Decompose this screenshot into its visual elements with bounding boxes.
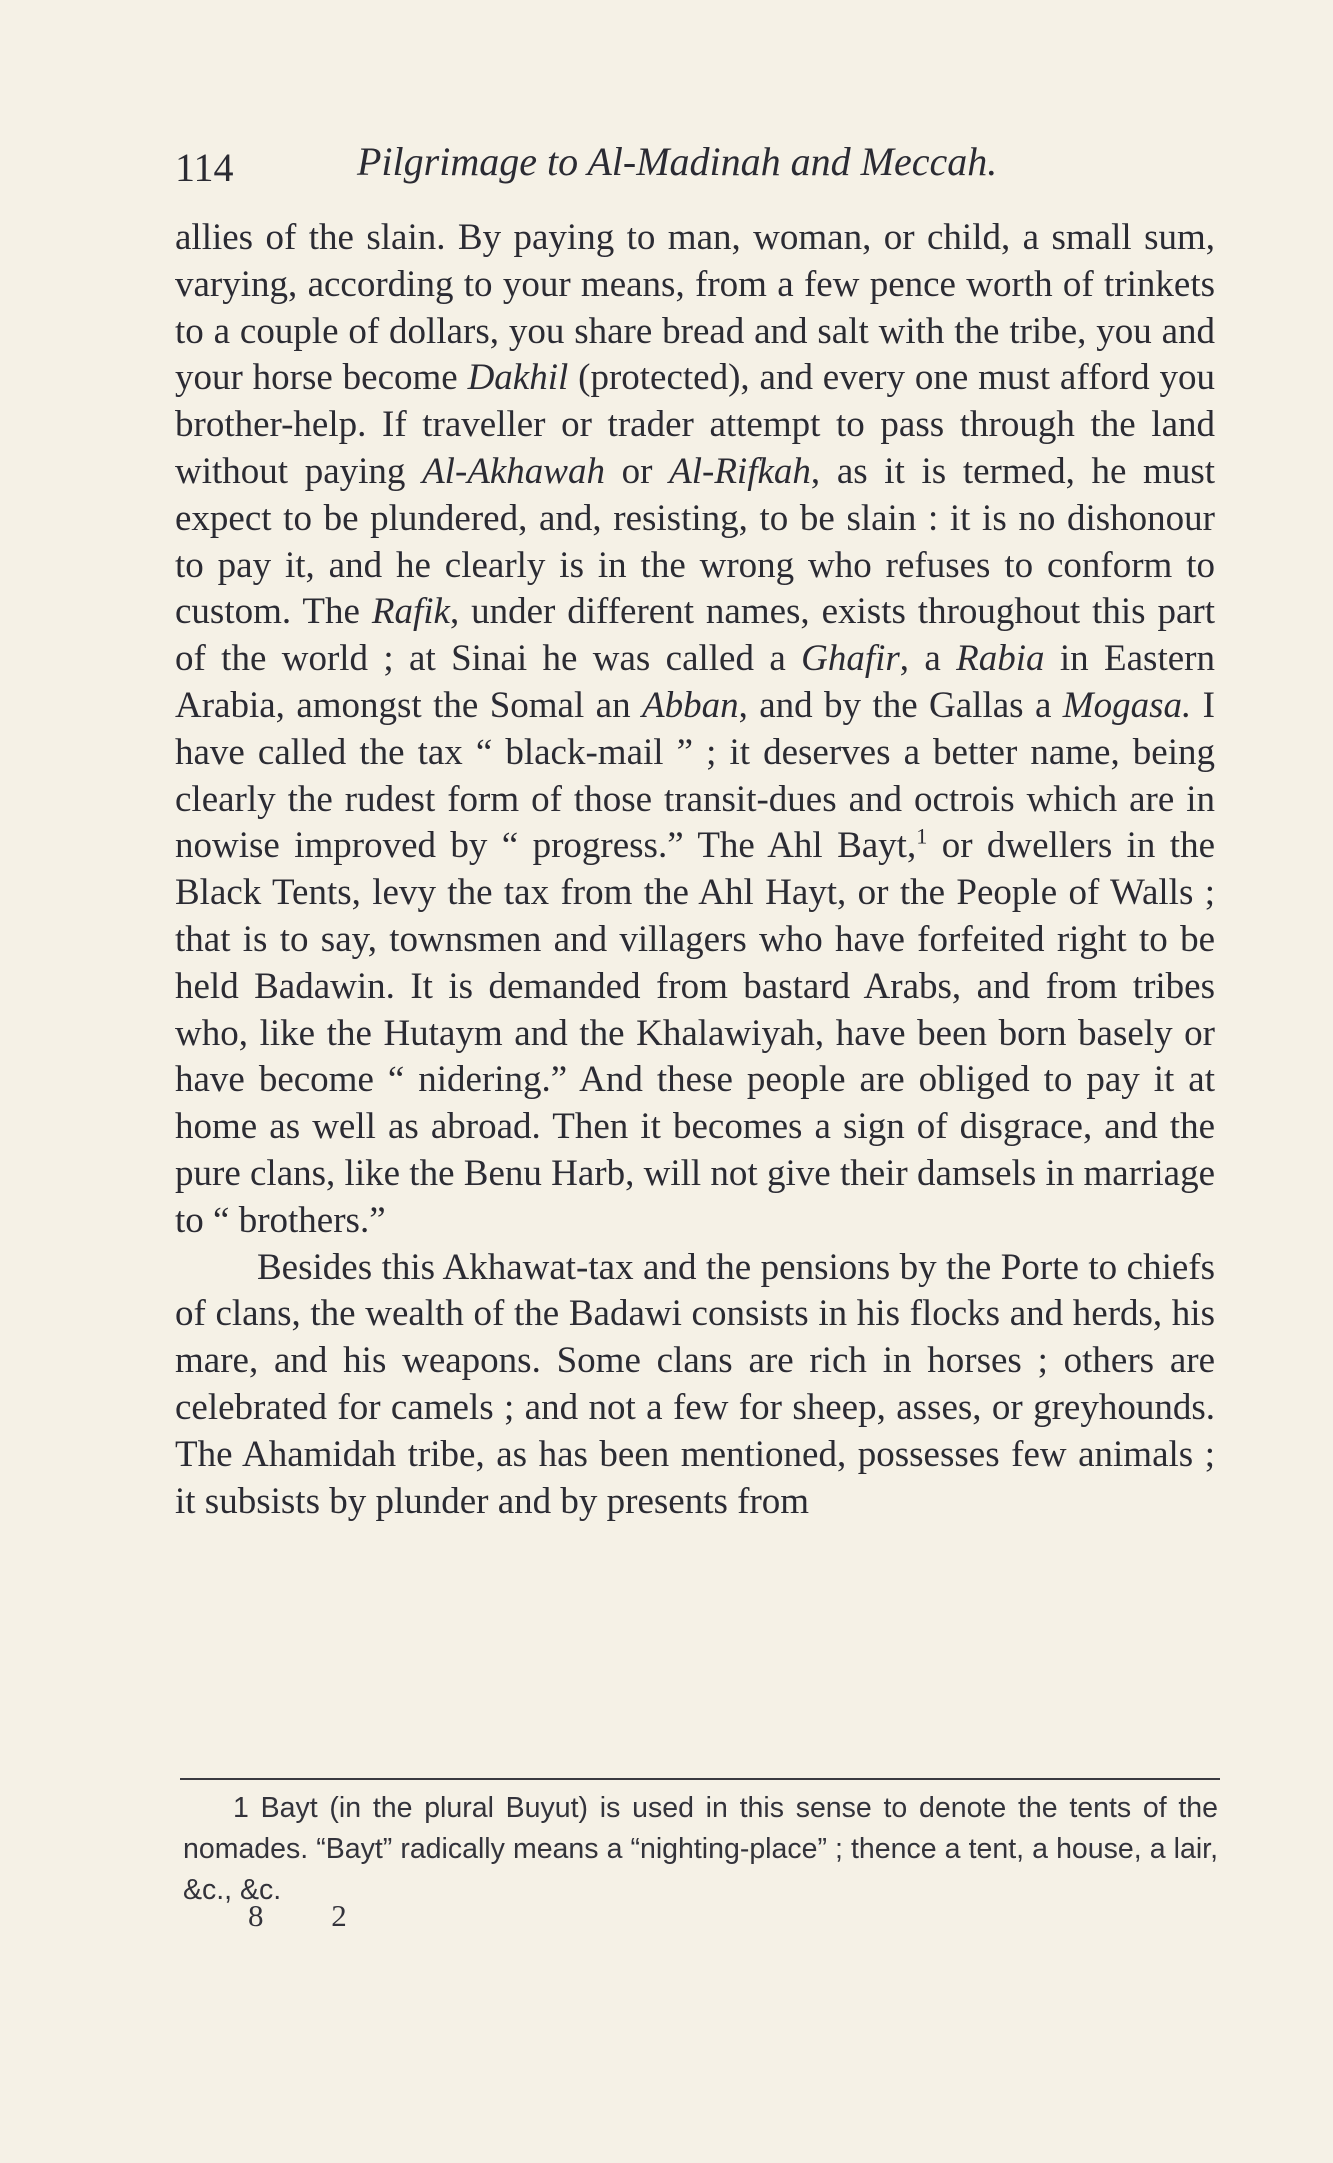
paragraph-text: Besides this Akhawat-tax and the pensions by the Porte to chiefs of clans, the wealth of the Badawi consists in his flocks and herds, his mare, and his weapons. Some clans are rich in horses ; others are celebrated for camels ; and not a few for sheep, asses, or greyhounds. The Ahamidah tribe, as has been mentioned, possesses few animals ; it subsists by plunder and by presents from <box>175 1246 1215 1522</box>
paragraph-text: , and by the Gallas a <box>738 684 1063 726</box>
printer-signature-mark: 8 2 <box>248 1898 347 1933</box>
page-header <box>175 138 1215 188</box>
page-number: 114 <box>175 145 234 190</box>
paragraph-text: or dwellers in the Black Tents, levy the tax from the Ahl Hayt, or the People of Walls ; that is to say, townsmen and villagers who have forfeited right to be held Badawin. It is demanded from bastard Arabs, and from tribes who, like the Hutaym and the Khalawiyah, have been born basely or have become “ nidering.” And these people are obliged to pay it at home as well as abroad. Then it becomes a sign of disgrace, and the pure clans, like the Benu Harb, will not give their damsels in marriage to “ brothers.” <box>175 825 1215 1241</box>
italic-term: Ghafir <box>801 638 900 680</box>
paragraph-text: , as it is termed, he must expect to be plundered, and, resisting, to be slain : it is no dishonour to pay it, and he clearly is in the wrong who refuses to conform to custom. The <box>175 450 1216 633</box>
paragraph-text: , a <box>899 638 957 680</box>
footnote-marker: 1 <box>233 1792 249 1824</box>
italic-term: Abban <box>641 684 739 726</box>
paragraph-text: , under different names, exists throughout this part of the world ; at Sinai he was called a <box>175 591 1215 680</box>
paragraph <box>175 215 1215 1245</box>
italic-term: Mogasa. <box>1062 684 1192 726</box>
italic-term: Al-Rifkah <box>669 450 811 492</box>
italic-term: Rafik <box>371 591 450 633</box>
footnote <box>183 1788 1218 1911</box>
running-title: Pilgrimage to Al-Madinah and Meccah. <box>357 139 998 184</box>
italic-term: Dakhil <box>467 357 569 399</box>
paragraph <box>175 1245 1215 1526</box>
body-text <box>175 215 1215 1525</box>
footnote-reference: 1 <box>916 824 928 850</box>
italic-term: Rabia <box>956 638 1045 680</box>
paragraph-text: (protected), and every one must afford you brother-help. If traveller or trader attempt to pass through the land without paying <box>175 357 1215 492</box>
paragraph-text: in Eastern Arabia, amongst the Somal an <box>175 638 1215 726</box>
footnote-text: Bayt (in the plural Buyut) is used in this sense to denote the tents of the nomades. “Bayt” radically means a “nighting-place” ; thence a tent, a house, a lair, &c., &c. <box>183 1792 1218 1906</box>
paragraph-text: or <box>604 450 670 492</box>
paragraph-text: I have called the tax “ black-mail ” ; it deserves a better name, being clearly the rudest form of those transit-dues and octrois which are in nowise improved by “ progress.” The Ahl Bayt, <box>175 684 1215 867</box>
paragraph-text: allies of the slain. By paying to man, woman, or child, a small sum, varying, according to your means, from a few pence worth of trinkets to a couple of dollars, you share bread and salt with the tribe, you and your horse become <box>175 217 1215 399</box>
footnote-divider <box>180 1778 1220 1780</box>
italic-term: Al-Akhawah <box>422 450 605 492</box>
